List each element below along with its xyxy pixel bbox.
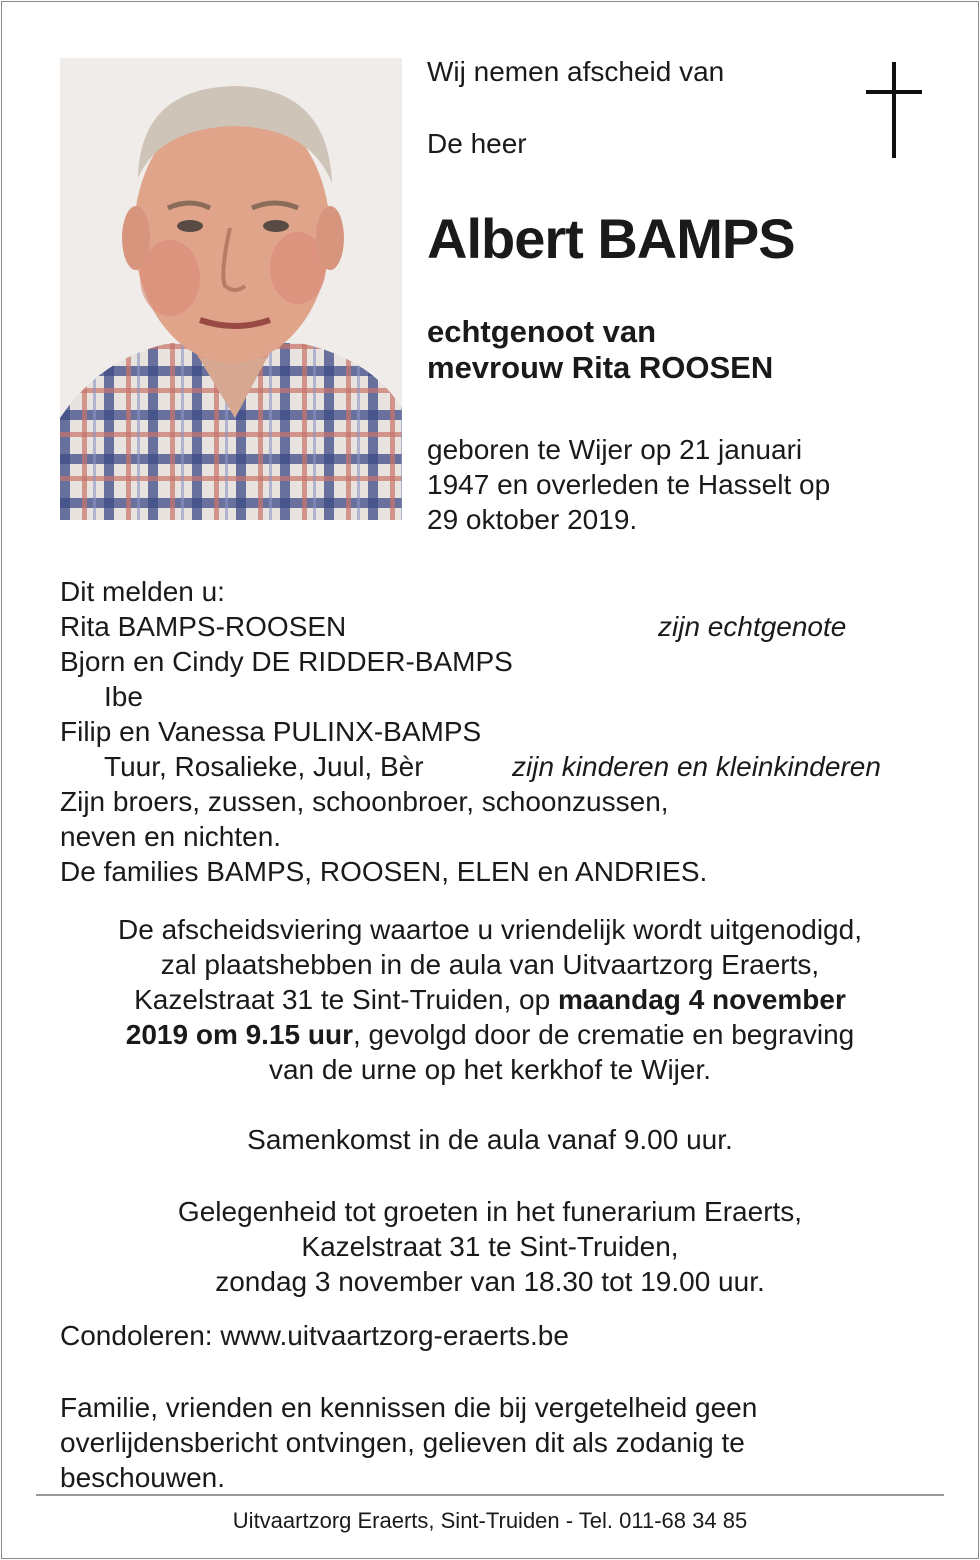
visitation-info xyxy=(0,1194,980,1299)
family-member: Tuur, Rosalieke, Juul, Bèr xyxy=(104,751,424,782)
cross-icon xyxy=(866,62,922,158)
family-member: Filip en Vanessa PULINX-BAMPS xyxy=(60,716,482,747)
family-row xyxy=(60,679,940,714)
family-member: De families BAMPS, ROOSEN, ELEN en ANDRIES. xyxy=(60,856,708,887)
birth-line-2: 1947 en overleden te Hasselt op xyxy=(427,469,831,500)
family-role: zijn echtgenote xyxy=(658,611,847,642)
notice-line-1: Familie, vrienden en kennissen die bij vergetelheid geen xyxy=(60,1392,758,1423)
family-row xyxy=(60,609,940,644)
family-intro: Dit melden u: xyxy=(60,576,225,607)
family-member: Bjorn en Cindy DE RIDDER-BAMPS xyxy=(60,646,513,677)
notice-line-2: overlijdensbericht ontvingen, gelieven dit als zodanig te xyxy=(60,1427,745,1458)
footer-divider xyxy=(36,1494,944,1496)
family-row xyxy=(60,714,940,749)
family-row xyxy=(60,854,940,889)
notice-text xyxy=(60,1390,880,1495)
ceremony-info xyxy=(0,912,980,1087)
family-member: Ibe xyxy=(104,681,143,712)
family-member: neven en nichten. xyxy=(60,821,282,852)
spouse-info xyxy=(427,314,773,386)
ceremony-line-3-text: Kazelstraat 31 te Sint-Truiden, op xyxy=(134,984,558,1015)
ceremony-line-4 xyxy=(0,1017,980,1052)
spouse-line-1: echtgenoot van xyxy=(427,314,657,349)
ceremony-line-3 xyxy=(0,982,980,1017)
title-prefix: De heer xyxy=(427,128,527,159)
birth-line-1: geboren te Wijer op 21 januari xyxy=(427,434,803,465)
family-role: zijn kinderen en kleinkinderen xyxy=(512,751,881,782)
birth-line-3: 29 oktober 2019. xyxy=(427,504,638,535)
portrait-photo xyxy=(60,58,402,520)
intro-text: Wij nemen afscheid van xyxy=(427,56,725,87)
ceremony-line-5: van de urne op het kerkhof te Wijer. xyxy=(268,1054,712,1085)
ceremony-line-4-text: , gevolgd door de crematie en begraving xyxy=(353,1019,855,1050)
deceased-name: Albert BAMPS xyxy=(427,207,795,270)
family-row xyxy=(60,749,940,784)
ceremony-line-1: De afscheidsviering waartoe u vriendelijk wordt uitgenodigd, xyxy=(118,914,862,945)
notice-line-3: beschouwen. xyxy=(60,1462,226,1493)
gathering-info: Samenkomst in de aula vanaf 9.00 uur. xyxy=(247,1124,733,1155)
visitation-line-1: Gelegenheid tot groeten in het funerarium Eraerts, xyxy=(177,1196,803,1227)
condolences-text: Condoleren: www.uitvaartzorg-eraerts.be xyxy=(60,1320,569,1351)
family-row xyxy=(60,644,940,679)
family-member: Rita BAMPS-ROOSEN xyxy=(60,611,347,642)
ceremony-time: 2019 om 9.15 uur xyxy=(125,1019,353,1050)
ceremony-date: maandag 4 november xyxy=(557,984,846,1015)
spouse-line-2: mevrouw Rita ROOSEN xyxy=(427,350,774,385)
visitation-line-2: Kazelstraat 31 te Sint-Truiden, xyxy=(301,1231,679,1262)
family-row xyxy=(60,784,940,819)
family-row xyxy=(60,819,940,854)
family-member: Zijn broers, zussen, schoonbroer, schoonzussen, xyxy=(60,786,669,817)
visitation-line-3: zondag 3 november van 18.30 tot 19.00 uur. xyxy=(215,1266,765,1297)
ceremony-line-2: zal plaatshebben in de aula van Uitvaartzorg Eraerts, xyxy=(160,949,820,980)
birth-death-info xyxy=(427,432,897,537)
footer-text: Uitvaartzorg Eraerts, Sint-Truiden - Tel. 011-68 34 85 xyxy=(232,1508,748,1533)
family-announcement xyxy=(60,574,940,889)
